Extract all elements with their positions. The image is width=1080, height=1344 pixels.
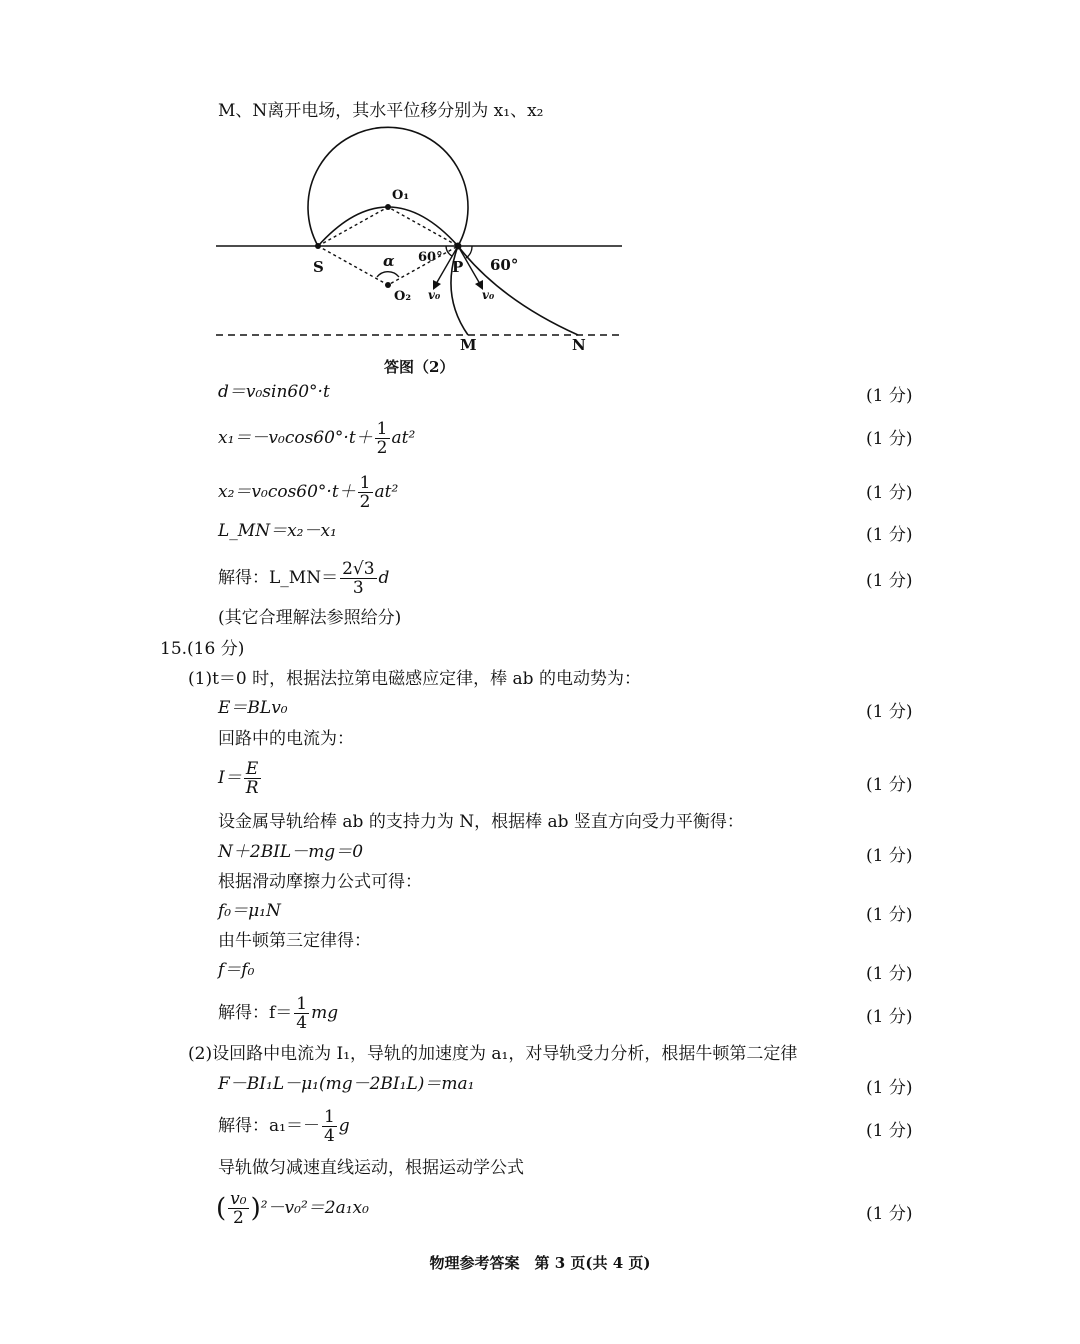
score: (1 分): [866, 525, 913, 545]
label-O2: O₂: [394, 289, 412, 304]
label-M: M: [460, 336, 477, 354]
eq-kinematics: ( $\frac{\text{v₀}}{2}$ )²－v₀²＝2a₁x₀: [216, 1189, 369, 1228]
label-N: N: [572, 336, 586, 354]
part1-intro: (1)t＝0 时，根据法拉第电磁感应定律，棒 ab 的电动势为：: [188, 669, 641, 689]
score: (1 分): [866, 846, 913, 866]
score: (1 分): [866, 1121, 913, 1141]
score: (1 分): [866, 571, 913, 591]
question-heading: 15.(16 分): [160, 639, 245, 659]
label-angle-left: 60°: [418, 250, 443, 265]
newton3-text: 由牛顿第三定律得：: [218, 931, 371, 951]
label-P: P: [452, 258, 464, 276]
label-O1: O₁: [392, 188, 410, 203]
eq-f: f＝f₀: [218, 960, 255, 980]
friction-text: 根据滑动摩擦力公式可得：: [218, 872, 422, 892]
support-text: 设金属导轨给棒 ab 的支持力为 N，根据棒 ab 竖直方向受力平衡得：: [218, 812, 744, 832]
figure-caption: 答图（2）: [384, 358, 455, 376]
page-footer: 物理参考答案 第 3 页(共 4 页): [429, 1254, 651, 1272]
eq-LMN-result: 解得：L_MN＝ $\frac{2√3}{3}$ d: [218, 559, 390, 598]
point-S: [315, 243, 321, 249]
score: (1 分): [866, 483, 913, 503]
eq-E: E＝BLv₀: [218, 698, 288, 718]
label-S: S: [313, 258, 324, 276]
point-O1: [385, 204, 391, 210]
eq-LMN: L_MN＝x₂－x₁: [218, 521, 337, 541]
label-v0-left: v₀: [428, 288, 441, 302]
score: (1 分): [866, 702, 913, 722]
trajectory-arc: [318, 207, 458, 246]
eq-I: I＝ $\frac{E}{R}$: [218, 759, 259, 798]
current-text: 回路中的电流为：: [218, 729, 354, 749]
score: (1 分): [866, 905, 913, 925]
score: (1 分): [866, 386, 913, 406]
score: (1 分): [866, 429, 913, 449]
alpha-angle-arc: [377, 272, 399, 277]
score: (1 分): [866, 1007, 913, 1027]
part2-intro: (2)设回路中电流为 I₁，导轨的加速度为 a₁，对导轨受力分析，根据牛顿第二定律: [188, 1044, 798, 1064]
eq-d: d＝v₀sin60°·t: [218, 382, 330, 402]
score: (1 分): [866, 1204, 913, 1224]
label-alpha: α: [383, 252, 395, 270]
eq-x2: x₂＝v₀cos60°·t＋ $\frac{1}{2}$ at²: [218, 473, 399, 512]
point-O2: [385, 282, 391, 288]
note-text: (其它合理解法参照给分): [218, 608, 402, 628]
large-circle-arc: [308, 127, 468, 246]
intro-text: M、N离开电场，其水平位移分别为 x₁、x₂: [218, 101, 544, 121]
eq-x1: x₁＝－v₀cos60°·t＋ $\frac{1}{2}$ at²: [218, 419, 416, 458]
score: (1 分): [866, 1078, 913, 1098]
score: (1 分): [866, 964, 913, 984]
eq-F: F－BI₁L－μ₁(mg－2BI₁L)＝ma₁: [218, 1074, 475, 1094]
eq-a: 解得：a₁＝－ $\frac{1}{4}$ g: [218, 1107, 350, 1146]
eq-f-result: 解得：f＝ $\frac{1}{4}$ mg: [218, 994, 339, 1033]
label-angle-right: 60°: [490, 256, 519, 274]
label-v0-right: v₀: [482, 288, 495, 302]
eq-N: N＋2BIL－mg＝0: [218, 842, 364, 862]
score: (1 分): [866, 775, 913, 795]
eq-f0: f₀＝μ₁N: [218, 901, 281, 921]
motion-text: 导轨做匀减速直线运动，根据运动学公式: [218, 1158, 524, 1178]
